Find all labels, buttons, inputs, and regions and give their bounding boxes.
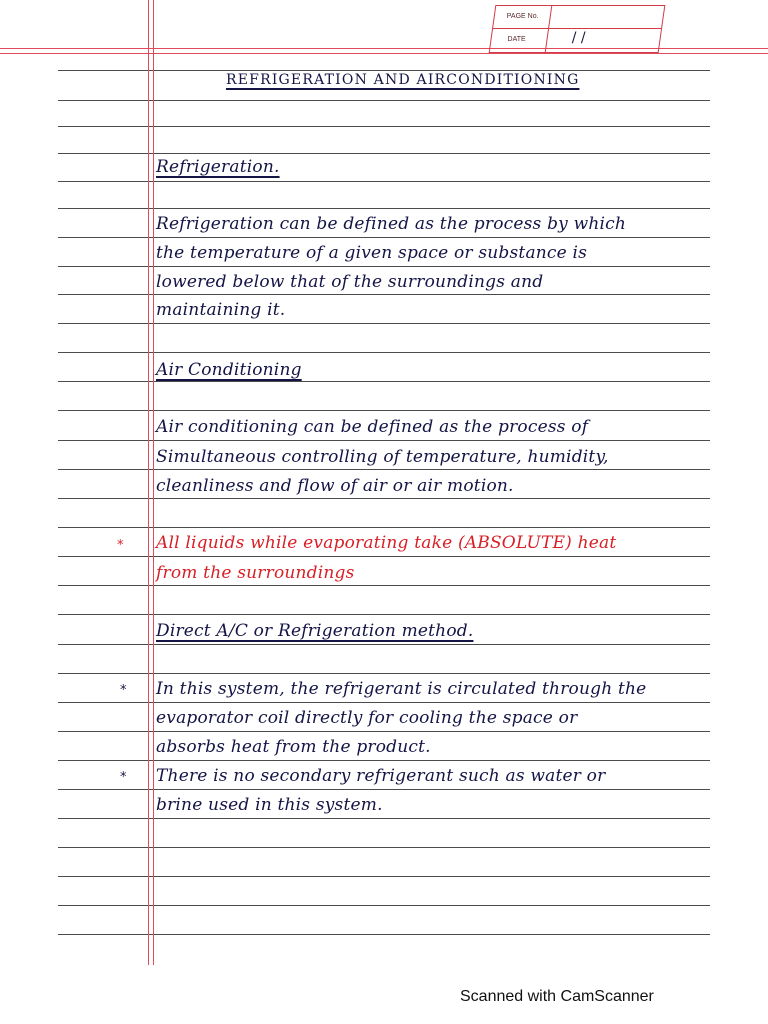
ruled-line [58, 208, 710, 209]
ruled-line [58, 614, 710, 615]
ruled-line [58, 181, 710, 182]
box-divider [493, 28, 661, 29]
text-line: cleanliness and flow of air or air motion. [156, 476, 514, 496]
ruled-line [58, 153, 710, 154]
text-line: maintaining it. [156, 300, 286, 320]
ruled-line [58, 818, 710, 819]
page-number-label: PAGE No. [506, 13, 539, 20]
scanner-watermark: Scanned with CamScanner [460, 988, 654, 1005]
ruled-line [58, 702, 710, 703]
page-date-box [489, 5, 666, 53]
ruled-line [58, 237, 710, 238]
ruled-line [58, 381, 710, 382]
text-line: There is no secondary refrigerant such as water or [156, 766, 606, 786]
section-heading-refrigeration: Refrigeration. [156, 157, 280, 177]
ruled-line [58, 789, 710, 790]
text-line: Simultaneous controlling of temperature, humidity, [156, 447, 609, 467]
ruled-line [58, 905, 710, 906]
ruled-line [58, 644, 710, 645]
text-line: the temperature of a given space or substance is [156, 243, 588, 263]
ruled-line [58, 100, 710, 101]
note-line: All liquids while evaporating take (ABSOLUTE) heat [156, 533, 617, 553]
ruled-line [58, 760, 710, 761]
ruled-line [58, 410, 710, 411]
ruled-line [58, 323, 710, 324]
ruled-line [58, 70, 710, 71]
margin-line-vertical [148, 0, 149, 965]
ruled-line [58, 440, 710, 441]
text-line: evaporator coil directly for cooling the space or [156, 708, 578, 728]
ruled-line [58, 876, 710, 877]
page-title: REFRIGERATION AND AIRCONDITIONING [226, 72, 580, 88]
note-line: from the surroundings [156, 563, 355, 583]
ruled-line [58, 673, 710, 674]
text-line: lowered below that of the surroundings and [156, 272, 544, 292]
bullet-star-icon: * [120, 770, 127, 785]
ruled-line [58, 469, 710, 470]
text-line: Refrigeration can be defined as the process by which [156, 214, 626, 234]
box-divider [545, 6, 552, 52]
ruled-line [58, 527, 710, 528]
bullet-star-icon: * [117, 538, 124, 553]
ruled-line [58, 731, 710, 732]
text-line: Air conditioning can be defined as the process of [156, 417, 589, 437]
section-heading-air-conditioning: Air Conditioning [156, 360, 302, 380]
ruled-line [58, 498, 710, 499]
ruled-line [58, 294, 710, 295]
ruled-line [58, 847, 710, 848]
margin-line-horizontal [0, 53, 768, 54]
text-line: absorbs heat from the product. [156, 737, 431, 757]
ruled-line [58, 934, 710, 935]
ruled-line [58, 266, 710, 267]
ruled-line [58, 556, 710, 557]
ruled-line [58, 126, 710, 127]
date-value: / / [571, 30, 586, 46]
date-label: DATE [507, 36, 526, 43]
ruled-line [58, 352, 710, 353]
section-heading-direct-method: Direct A/C or Refrigeration method. [156, 621, 474, 641]
margin-line-vertical [153, 0, 154, 965]
text-line: In this system, the refrigerant is circulated through the [156, 679, 647, 699]
bullet-star-icon: * [120, 683, 127, 698]
ruled-line [58, 585, 710, 586]
text-line: brine used in this system. [156, 795, 383, 815]
